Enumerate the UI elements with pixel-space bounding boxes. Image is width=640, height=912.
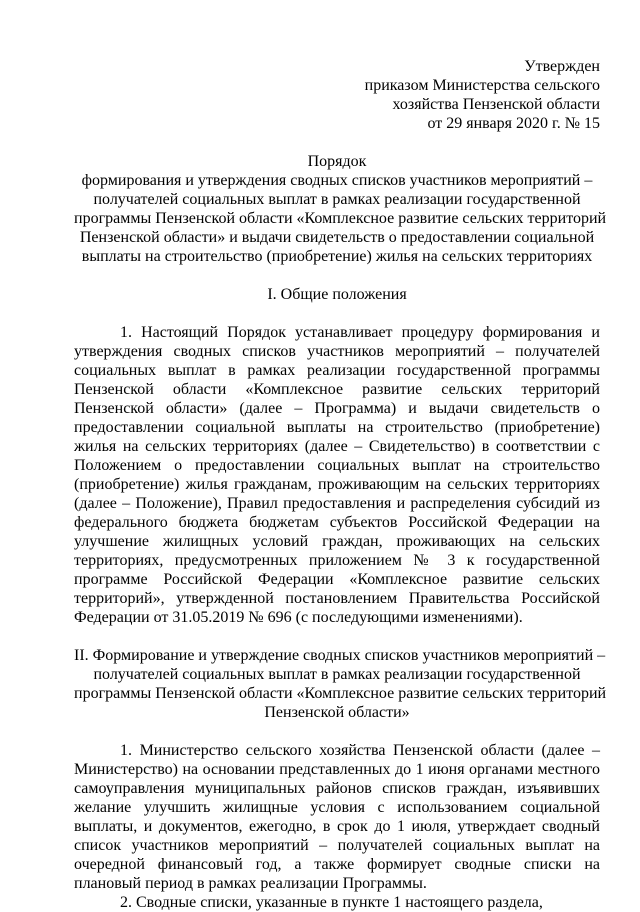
section-2-heading xyxy=(74,646,607,722)
section-heading-line: II. Формирование и утверждение сводных списков участников мероприятий – xyxy=(74,647,606,664)
section-heading-line: Пензенской области» xyxy=(264,704,410,721)
section-2-paragraph-2: 2. Сводные списки, указанные в пункте 1 настоящего раздела, xyxy=(120,894,543,911)
title-line: выплаты на строительство (приобретение) жилья на сельских территориях xyxy=(81,248,593,265)
approval-line: Утвержден xyxy=(524,58,600,75)
section-2-paragraph-1: 1. Министерство сельского хозяйства Пензенской области (далее – Министерство) на основании представленных до 1 июня органами местного самоуправления муниципальных районов списков граждан, изъявивших желание улучшить жилищные условия с использованием социальной выплаты, и документов, ежегодно, в срок до 1 июля, утверждает сводный список участников мероприятий – получателей социальных выплат на очередной финансовый год, а также формирует сводные списки на плановый период в рамках реализации Программы. xyxy=(74,742,600,892)
approval-line: хозяйства Пензенской области xyxy=(392,96,600,113)
approval-line: приказом Министерства сельского xyxy=(364,77,600,94)
section-heading-line: программы Пензенской области «Комплексное развитие сельских территорий xyxy=(74,685,607,702)
section-1-heading xyxy=(74,285,600,304)
section-heading-text: I. Общие положения xyxy=(267,286,407,303)
approval-line: от 29 января 2020 г. № 15 xyxy=(427,115,600,132)
document-title xyxy=(74,152,607,266)
title-line: получателей социальных выплат в рамках реализации государственной xyxy=(93,191,581,208)
title-line: Порядок xyxy=(307,153,367,170)
approval-stamp xyxy=(74,57,600,133)
title-line: программы Пензенской области «Комплексное развитие сельских территорий xyxy=(74,210,607,227)
title-line: формирования и утверждения сводных списков участников мероприятий – xyxy=(81,172,593,189)
section-heading-line: получателей социальных выплат в рамках реализации государственной xyxy=(93,666,581,683)
title-line: Пензенской области» и выдачи свидетельств о предоставлении социальной xyxy=(79,229,595,246)
section-1-paragraph-1: 1. Настоящий Порядок устанавливает процедуру формирования и утверждения сводных списков участников мероприятий – получателей социальных выплат в рамках реализации государственной программы Пензенской области «Комплексное развитие сельских территорий Пензенской области» (далее – Программа) и выдачи свидетельств о предоставлении социальной выплаты на строительство (приобретение) жилья на сельских территориях (далее – Свидетельство) в соответствии с Положением о предоставлении социальных выплат на строительство (приобретение) жилья гражданам, проживающим на сельских территориях (далее – Положение), Правил предоставления и распределения субсидий из федерального бюджета бюджетам субъектов Российской Федерации на улучшение жилищных условий граждан, проживающих на сельских территориях, предусмотренных приложением № 3 к государственной программе Российской Федерации «Комплексное развитие сельских территорий», утвержденной постановлением Правительства Российской Федерации от 31.05.2019 № 696 (с последующими изменениями). xyxy=(74,324,600,626)
